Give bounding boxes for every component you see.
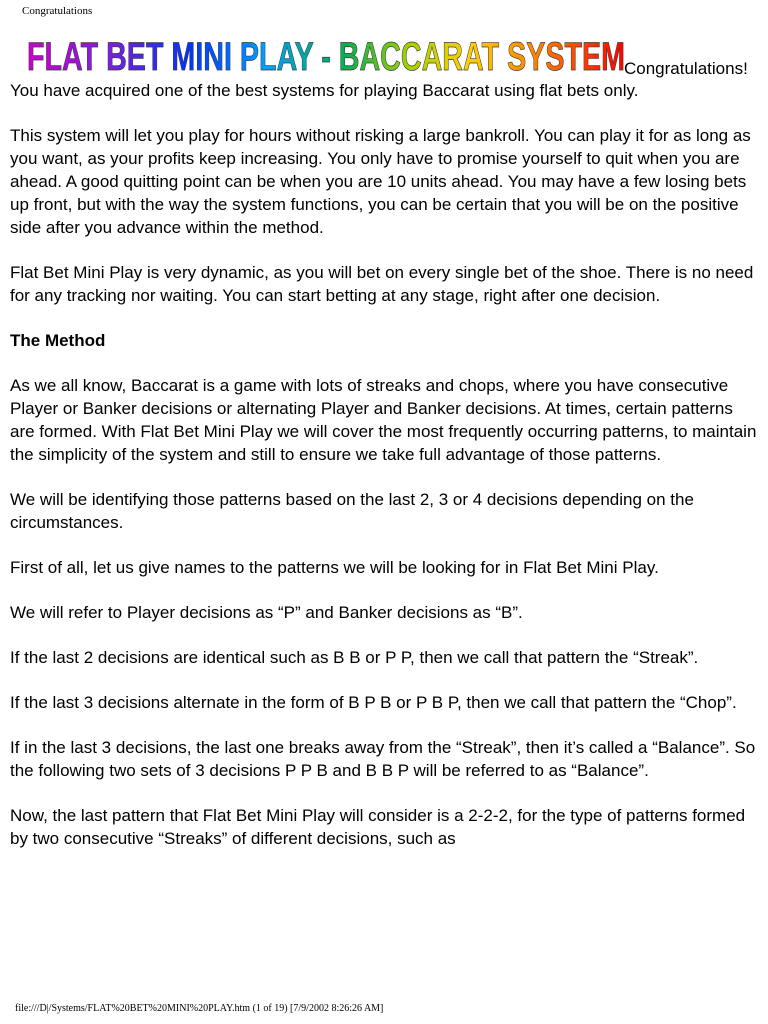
title-congratulations: Congratulations! bbox=[624, 59, 748, 78]
patterns-paragraph: We will be identifying those patterns based on the last 2, 3 or 4 decisions depending on the circumstances. bbox=[10, 490, 694, 532]
names-paragraph: First of all, let us give names to the patterns we will be looking for in Flat Bet Mini Play. bbox=[10, 558, 659, 577]
notation-paragraph: We will refer to Player decisions as “P” and Banker decisions as “B”. bbox=[10, 603, 523, 622]
title-banner bbox=[24, 30, 630, 78]
page-header-label: Congratulations bbox=[22, 5, 93, 17]
bankroll-paragraph: This system will let you play for hours without risking a large bankroll. You can play it for as long as you want, as your profits keep increasing. You only have to promise yourself to quit when you are ahead. A good quitting point can be when you are 10 units ahead. You may have a few losing bets up front, but with the way the system functions, you can be certain that you will be on the positive side after you advance within the method. bbox=[10, 126, 751, 237]
pattern-222-paragraph: Now, the last pattern that Flat Bet Mini Play will consider is a 2-2-2, for the type of patterns formed by two consecutive “Streaks” of different decisions, such as bbox=[10, 806, 746, 848]
document-body bbox=[10, 30, 758, 872]
chop-definition-paragraph: If the last 3 decisions alternate in the form of B P B or P B P, then we call that pattern the “Chop”. bbox=[10, 693, 737, 712]
file-path-footer: file:///D|/Systems/FLAT%20BET%20MINI%20PLAY.htm (1 of 19) [7/9/2002 8:26:26 AM] bbox=[15, 1003, 384, 1014]
method-heading: The Method bbox=[10, 331, 106, 350]
streaks-paragraph: As we all know, Baccarat is a game with lots of streaks and chops, where you have consecutive Player or Banker decisions or alternating Player and Banker decisions. At times, certain patterns are formed. With Flat Bet Mini Play we will cover the most frequently occurring patterns, to maintain the simplicity of the system and still to ensure we take full advantage of those patterns. bbox=[10, 376, 757, 464]
intro-paragraph: You have acquired one of the best systems for playing Baccarat using flat bets only. bbox=[10, 81, 639, 100]
streak-definition-paragraph: If the last 2 decisions are identical such as B B or P P, then we call that pattern the “Streak”. bbox=[10, 648, 699, 667]
dynamic-paragraph: Flat Bet Mini Play is very dynamic, as you will bet on every single bet of the shoe. There is no need for any tracking nor waiting. You can start betting at any stage, right after one decision. bbox=[10, 263, 754, 305]
balance-definition-paragraph: If in the last 3 decisions, the last one breaks away from the “Streak”, then it’s called a “Balance”. So the following two sets of 3 decisions P P B and B B P will be referred to as “Balance”. bbox=[10, 738, 756, 780]
title-line bbox=[10, 30, 758, 80]
title-banner-text: FLAT BET MINI PLAY - BACCARAT SYSTEM bbox=[27, 35, 625, 78]
